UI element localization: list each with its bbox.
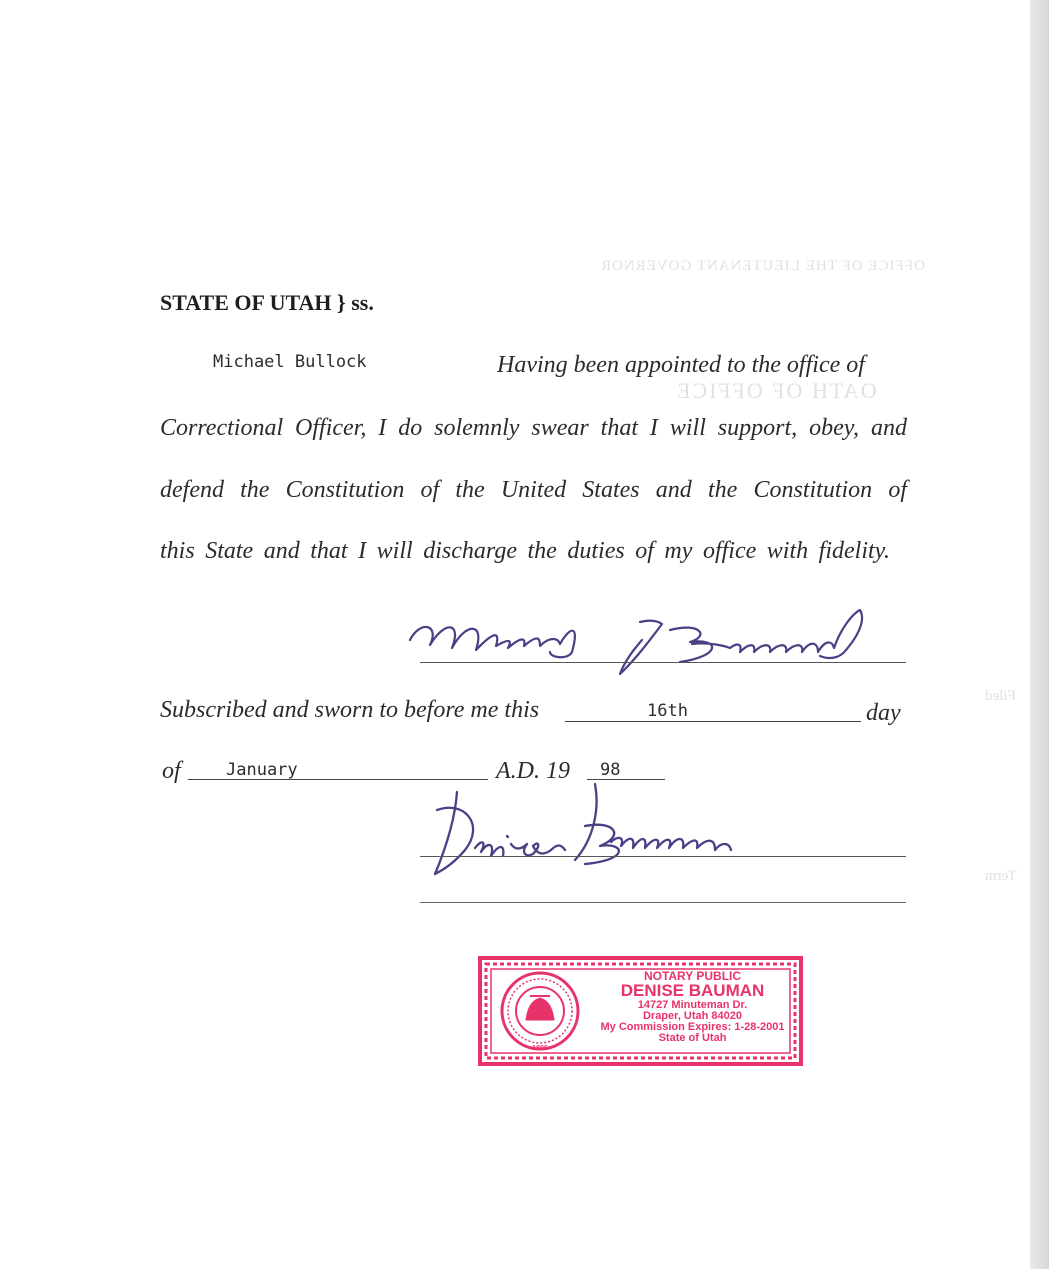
officer-signature-line xyxy=(420,662,906,663)
oath-line-4: this State and that I will discharge the duties of my office with fidelity. xyxy=(160,538,890,564)
stamp-title: NOTARY PUBLIC xyxy=(643,969,742,983)
scan-edge xyxy=(1030,0,1049,1269)
officer-signature xyxy=(400,600,880,690)
day-value: 16th xyxy=(647,701,688,721)
of-label: of xyxy=(162,758,181,784)
blank-line xyxy=(420,902,906,903)
stamp-state: State of Utah xyxy=(658,1032,727,1045)
ad-label: A.D. 19 xyxy=(496,758,570,784)
stamp-notary-name: DENISE BAUMAN xyxy=(620,981,765,1001)
oath-line-1: Having been appointed to the office of xyxy=(497,352,865,378)
stamp-commission: My Commission Expires: 1-28-2001 xyxy=(600,1021,785,1033)
day-suffix: day xyxy=(866,700,901,726)
officer-name: Michael Bullock xyxy=(213,352,367,372)
show-through-term-label: Term xyxy=(985,868,1017,884)
oath-line-2: Correctional Officer, I do solemnly swear that I will support, obey, and xyxy=(160,415,907,441)
year-value: 98 xyxy=(600,760,621,780)
show-through-header: OFFICE OF THE LIEUTENANT GOVERNOR xyxy=(600,258,925,274)
month-value: January xyxy=(226,760,298,780)
stamp-text xyxy=(590,970,795,1044)
seal-year: 1896 xyxy=(532,1045,548,1052)
notary-signature-line xyxy=(420,856,906,857)
day-field-line xyxy=(565,721,861,722)
show-through-subheader: OATH OF OFFICE xyxy=(675,378,877,403)
venue-heading: STATE OF UTAH } ss. xyxy=(160,290,374,315)
notary-signature xyxy=(425,780,745,880)
subscribed-prefix: Subscribed and sworn to before me this xyxy=(160,697,540,723)
stamp-address: 14727 Minuteman Dr. xyxy=(637,998,748,1011)
oath-line-3: defend the Constitution of the United States and the Constitution of xyxy=(160,477,907,503)
show-through-file-label: Filed xyxy=(985,688,1016,704)
stamp-city: Draper, Utah 84020 xyxy=(642,1009,743,1022)
